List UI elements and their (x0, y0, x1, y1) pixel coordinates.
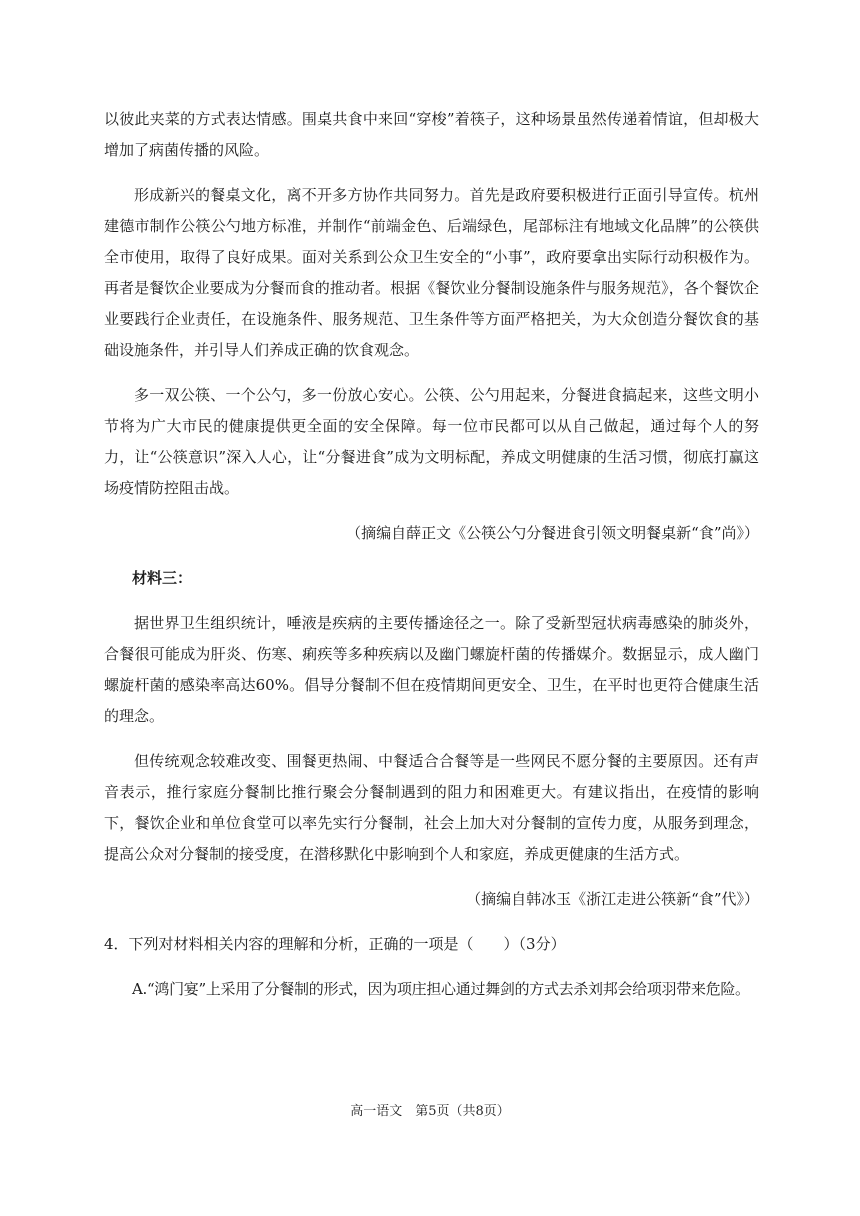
paragraph-continued: 以彼此夹菜的方式表达情感。围桌共食中来回“穿梭”着筷子，这种场景虽然传递着情谊，但却极大增加了病菌传播的风险。 (104, 110, 759, 159)
source-citation-2: （摘编自韩冰玉《浙江走进公筷新“食”代》） (466, 890, 759, 908)
paragraph-traditional-views: 但传统观念较难改变、围餐更热闹、中餐适合合餐等是一些网民不愿分餐的主要原因。还有声音表示，推行家庭分餐制比推行聚会分餐制遇到的阻力和困难更大。有建议指出，在疫情的影响下，餐饮企业和单位食堂可以率先实行分餐制，社会上加大对分餐制的宣传力度，从服务到理念，提高公众对分餐制的接受度，在潜移默化中影响到个人和家庭，养成更健康的生活方式。 (104, 752, 759, 863)
page-footer: 高一语文 第5页（共8页） (350, 1104, 510, 1119)
source-citation-1: （摘编自薛正文《公筷公勺分餐进食引领文明餐桌新“食”尚》） (346, 524, 759, 542)
paragraph-who-statistics: 据世界卫生组织统计，唾液是疾病的主要传播途径之一。除了受新型冠状病毒感染的肺炎外，合餐很可能成为肝炎、伤寒、痢疾等多种疾病以及幽门螺旋杆菌的传播媒介。数据显示，成人幽门螺旋杆菌的感染率高达60%。倡导分餐制不但在疫情期间更安全、卫生，在平时也更符合健康生活的理念。 (104, 614, 759, 725)
paragraph-collaboration: 形成新兴的餐桌文化，离不开多方协作共同努力。首先是政府要积极进行正面引导宣传。杭州建德市制作公筷公勺地方标准，并制作“前端金色、后端绿色，尾部标注有地域文化品牌”的公筷供全市使用，取得了良好成果。面对关系到公众卫生安全的“小事”，政府要拿出实际行动积极作为。再者是餐饮企业要成为分餐而食的推动者。根据《餐饮业分餐制设施条件与服务规范》，各个餐饮企业要践行企业责任，在设施条件、服务规范、卫生条件等方面严格把关，为大众创造分餐饮食的基础设施条件，并引导人们养成正确的饮食观念。 (104, 186, 759, 359)
question-4-option-a: A.“鸿门宴”上采用了分餐制的形式，因为项庄担心通过舞剑的方式去杀刘邦会给项羽带来危险。 (132, 980, 750, 998)
page-content (104, 104, 759, 1005)
paragraph-public-chopsticks: 多一双公筷、一个公勺，多一份放心安心。公筷、公勺用起来，分餐进食搞起来，这些文明小节将为广大市民的健康提供更全面的安全保障。每一位市民都可以从自己做起，通过每个人的努力，让“公筷意识”深入人心，让“分餐进食”成为文明标配，养成文明健康的生活习惯，彻底打赢这场疫情防控阻击战。 (104, 386, 759, 497)
question-4: 4．下列对材料相关内容的理解和分析，正确的一项是（ ）（3分） (104, 935, 566, 953)
material-3-heading: 材料三： (132, 569, 193, 587)
